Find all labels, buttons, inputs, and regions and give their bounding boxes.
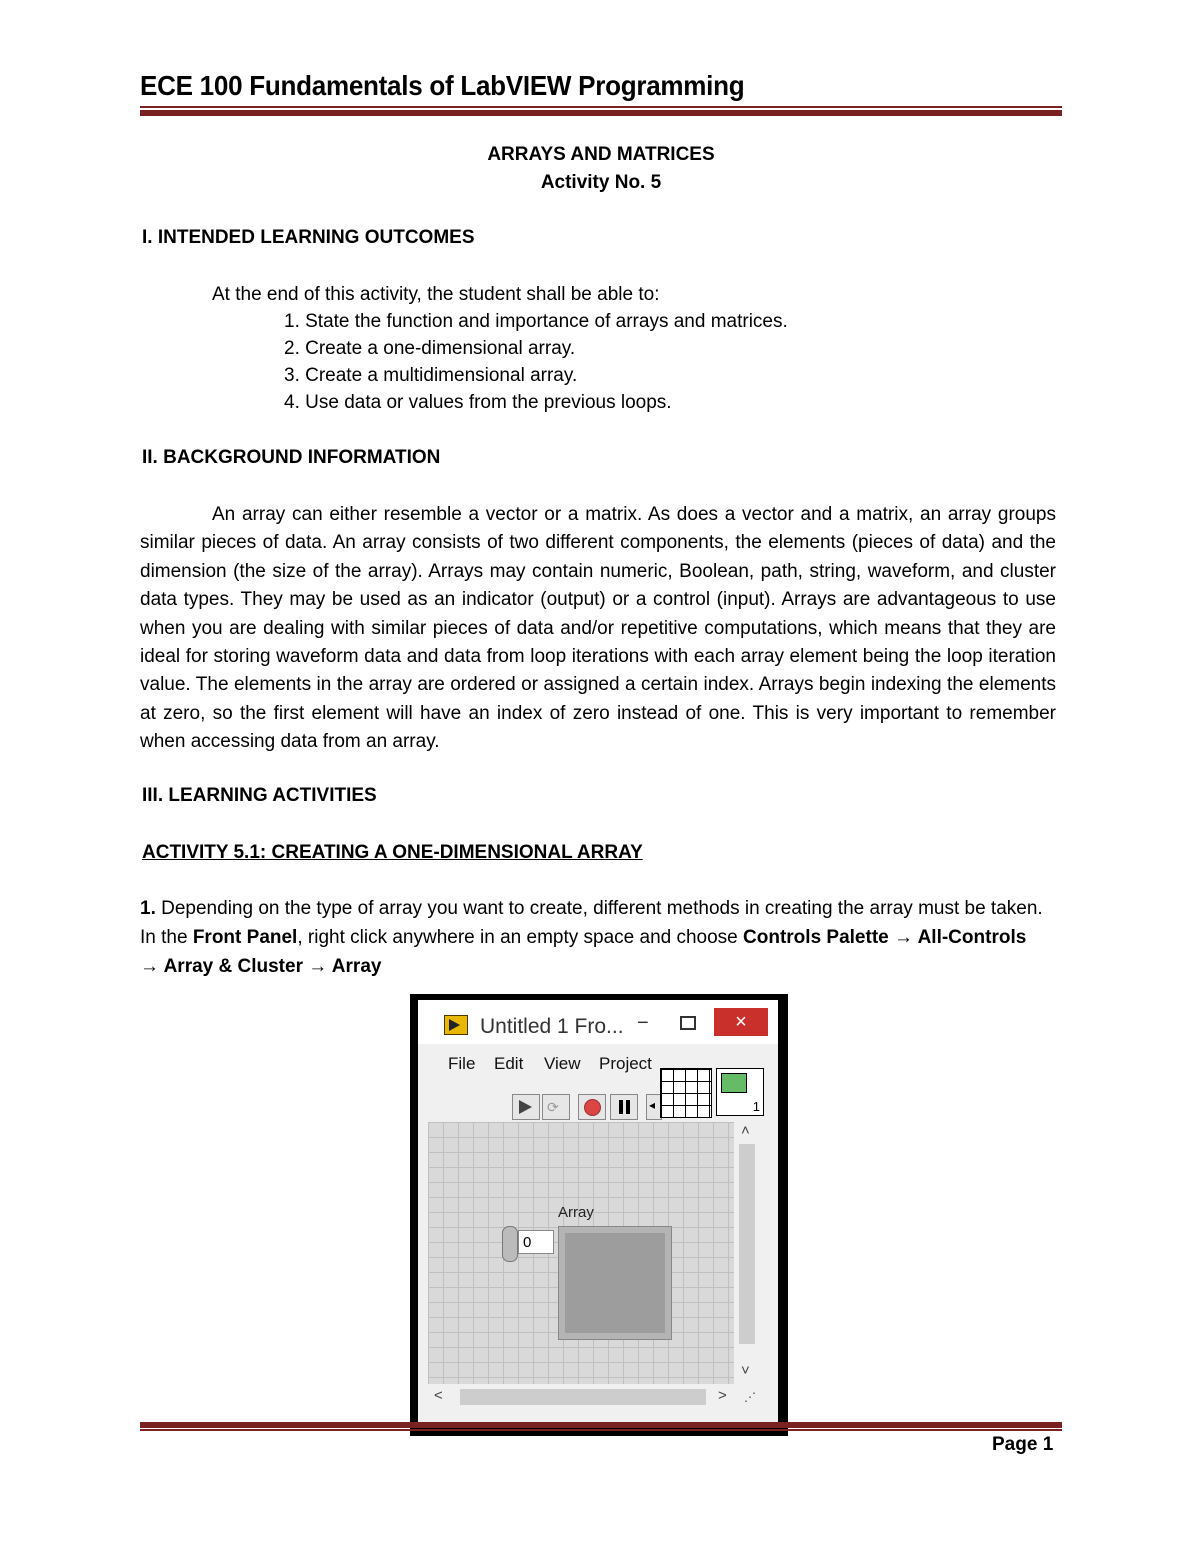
run-arrow-icon — [519, 1100, 532, 1114]
window-titlebar — [418, 1000, 778, 1044]
menu-project[interactable]: Project — [599, 1054, 652, 1073]
horizontal-scrollbar[interactable] — [428, 1386, 734, 1408]
menu-file[interactable]: File — [448, 1054, 476, 1073]
array-label: Array — [558, 1204, 594, 1221]
section-heading-activities: III. LEARNING ACTIVITIES — [142, 785, 377, 806]
scroll-up-icon[interactable]: ˄ — [741, 1122, 750, 1139]
document-title: ARRAYS AND MATRICES — [487, 144, 715, 165]
pause-icon — [619, 1100, 623, 1114]
menu-edit[interactable]: Edit — [494, 1054, 524, 1073]
background-paragraph: An array can either resemble a vector or a matrix. As does a vector and a matrix, an array groups similar pieces of data. An array consists of two different components, the elements (pieces of data) and the dimension (the size of the array). Arrays may contain numeric, Boolean, path, string, waveform, and cluster data types. They may be used as an indicator (output) or a control (input). Arrays are advantageous to use when you are dealing with similar pieces of data and/or repetitive computations, which means that they are ideal for storing waveform data and data from loop iterations with each array element being the loop iteration value. The elements in the array are ordered or assigned a certain index. Arrays begin indexing the elements at zero, so the first element will have an index of zero instead of one. This is very important to remember when accessing data from an array. — [140, 504, 1056, 753]
front-panel-term: Front Panel — [192, 927, 298, 948]
connector-pane[interactable] — [660, 1068, 712, 1118]
array-element-placeholder[interactable] — [565, 1233, 665, 1333]
run-continuously-button[interactable] — [542, 1094, 570, 1120]
vi-icon-number: 1 — [752, 1099, 760, 1114]
activity-title: ACTIVITY 5.1: CREATING A ONE-DIMENSIONAL ARRAY — [142, 842, 643, 863]
pause-button[interactable] — [610, 1094, 638, 1120]
connector-arrow: ◂ — [646, 1094, 662, 1120]
step-number: 1. — [140, 898, 156, 919]
activity-number: Activity No. 5 — [540, 172, 662, 193]
vertical-scroll-thumb[interactable] — [739, 1144, 755, 1344]
scroll-down-icon[interactable]: ˅ — [741, 1362, 750, 1379]
ilo-item: 3. Create a multidimensional array. — [284, 365, 578, 386]
array-index-display[interactable]: 0 — [518, 1230, 554, 1254]
ilo-intro: At the end of this activity, the student shall be able to: — [212, 284, 660, 305]
vi-icon[interactable] — [716, 1068, 764, 1116]
step-text: Depending on the type of array you want to create, different methods in creating the array must be taken. In the — [140, 898, 1043, 948]
abort-icon — [584, 1099, 601, 1116]
menu-path: Controls Palette → All-Controls — [743, 927, 1027, 948]
ilo-item: 1. State the function and importance of arrays and matrices. — [284, 311, 788, 332]
document-header-title: ECE 100 Fundamentals of LabVIEW Programming — [140, 70, 745, 101]
horizontal-scroll-thumb[interactable] — [460, 1389, 706, 1405]
page-number: Page 1 — [992, 1434, 1054, 1455]
header-rule-thin — [140, 106, 1062, 108]
abort-button[interactable] — [578, 1094, 606, 1120]
index-increment-decrement[interactable] — [502, 1226, 518, 1262]
resize-grip-icon[interactable]: ⋰ — [744, 1390, 756, 1404]
menu-path: → Array & Cluster → Array — [140, 956, 382, 977]
section-heading-background: II. BACKGROUND INFORMATION — [142, 447, 441, 468]
scroll-left-icon[interactable]: < — [434, 1387, 443, 1404]
footer-rule-thin — [140, 1429, 1062, 1431]
window-title: Untitled 1 Fro... — [480, 1015, 624, 1038]
maximize-button[interactable] — [680, 1016, 696, 1030]
run-button[interactable] — [512, 1094, 540, 1120]
waveform-icon — [721, 1073, 747, 1093]
pause-icon — [626, 1100, 630, 1114]
labview-logo-icon — [444, 1015, 468, 1035]
screenshot-frame — [410, 994, 788, 1436]
section-heading-ilo: I. INTENDED LEARNING OUTCOMES — [142, 227, 475, 248]
step-text: , right click anywhere in an empty space and choose — [297, 927, 744, 948]
vertical-scrollbar[interactable] — [736, 1122, 758, 1384]
labview-window — [418, 1000, 778, 1428]
array-shell[interactable] — [558, 1226, 672, 1340]
header-rule-thick — [140, 110, 1062, 116]
footer-rule-thick — [140, 1422, 1062, 1428]
close-button[interactable]: × — [714, 1008, 768, 1036]
menu-bar — [418, 1050, 668, 1078]
run-continuously-icon: ⟳ — [547, 1099, 559, 1115]
step-1-instruction — [140, 894, 1060, 981]
menu-view[interactable]: View — [544, 1054, 581, 1073]
ilo-item: 2. Create a one-dimensional array. — [284, 338, 576, 359]
ilo-item: 4. Use data or values from the previous loops. — [284, 392, 672, 413]
scroll-right-icon[interactable]: > — [718, 1387, 727, 1404]
minimize-button[interactable]: − — [637, 1012, 649, 1034]
